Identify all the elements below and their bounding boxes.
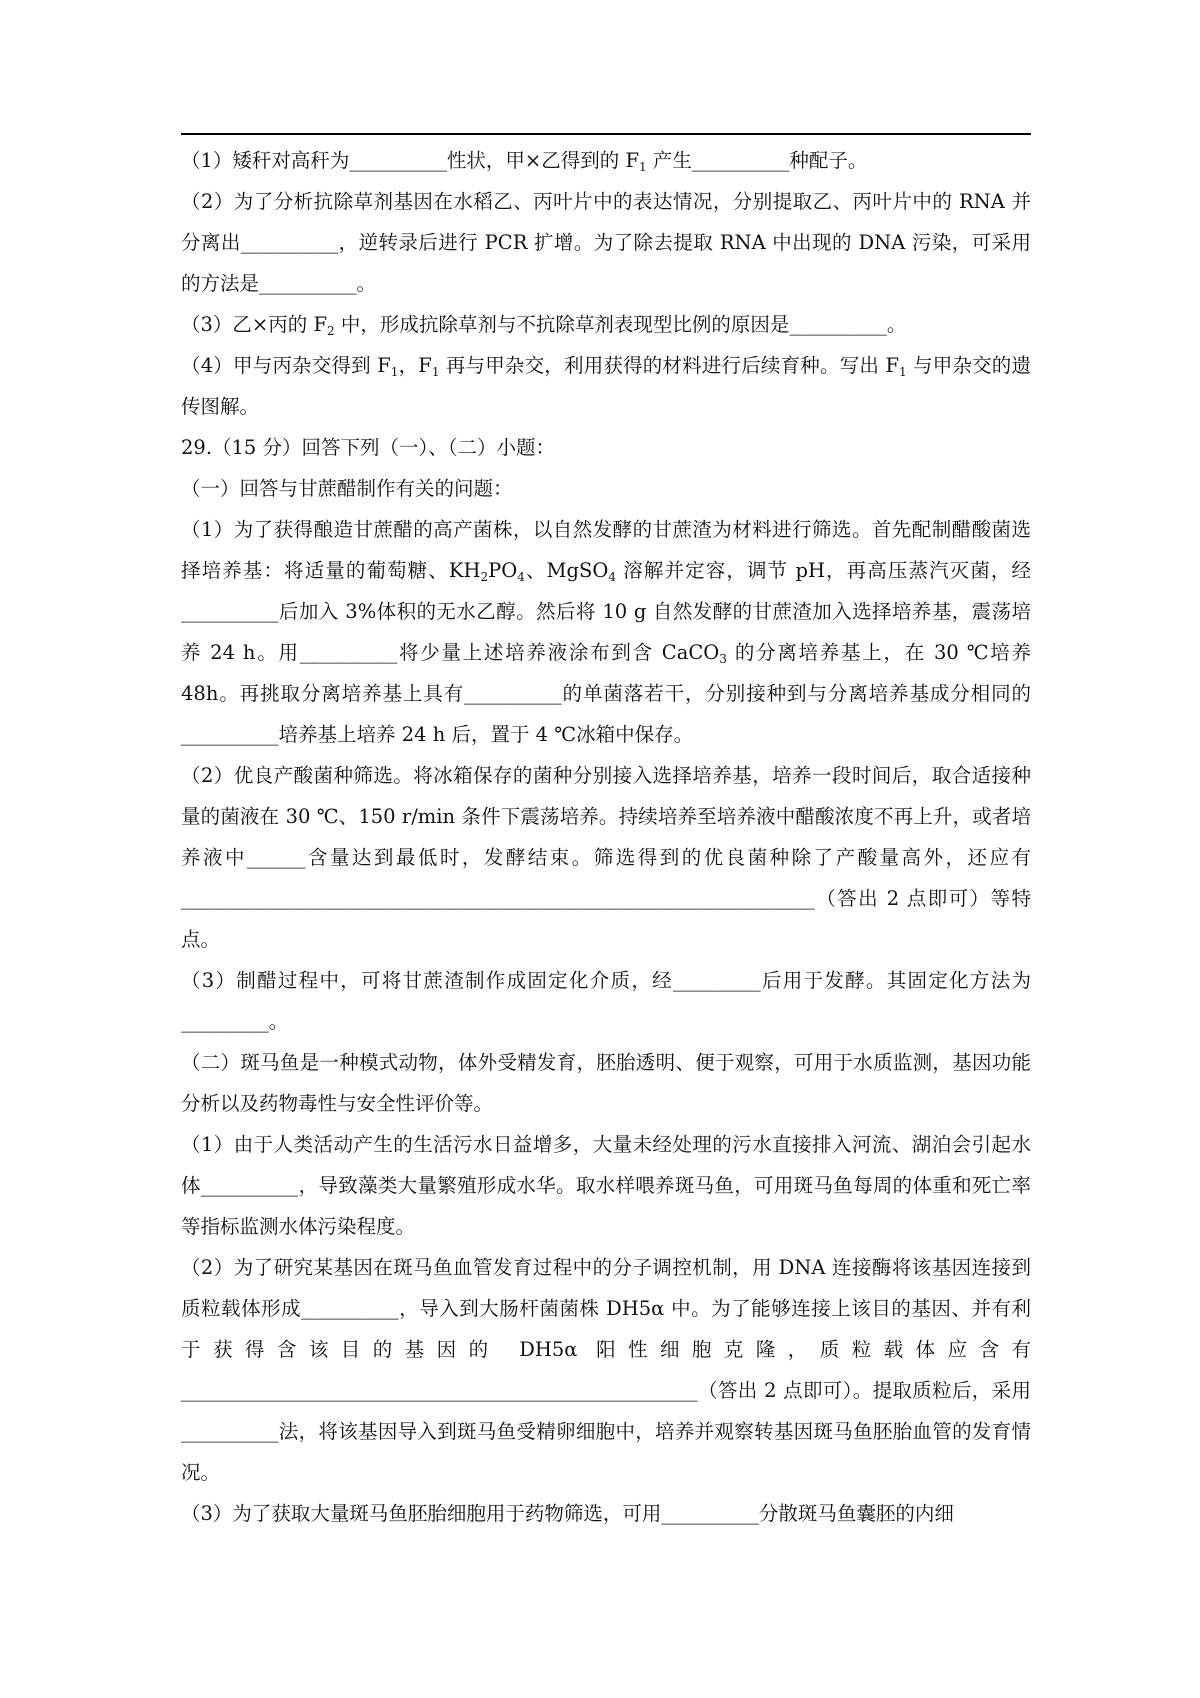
text-segment: PO: [488, 559, 518, 582]
question-content: [181, 140, 1031, 1534]
text-segment: （二）斑马鱼是一种模式动物，体外受精发育，胚胎透明、便于观察，可用于水质监测，基因功能分析以及药物毒性与安全性评价等。: [181, 1051, 1031, 1115]
subscript: 4: [517, 570, 525, 584]
text-segment: 溶解并定容，调节 pH，再高压蒸汽灭菌，经__________后加入 3%体积的无水乙醇。然后将 10 g 自然发酵的甘蔗渣加入选择培养基，震荡培养 24 h。用__________将少量上述培养液涂布到含 CaCO: [181, 559, 1032, 664]
paragraph-q29: [181, 427, 1031, 468]
text-segment: （1）矮秆对高秆为__________性状，甲×乙得到的 F: [181, 149, 639, 172]
text-segment: ，F: [398, 354, 432, 377]
text-segment: （2）为了分析抗除草剂基因在水稻乙、丙叶片中的表达情况，分别提取乙、丙叶片中的 RNA 并分离出__________，逆转录后进行 PCR 扩增。为了除去提取 RNA 中出现的 DNA 污染，可采用的方法是__________。: [181, 190, 1031, 295]
paragraph-q3: [181, 304, 1031, 345]
text-segment: 的分离培养基上，在 30 ℃培养 48h。再挑取分离培养基上具有__________的单菌落若干，分别接种到与分离培养基成分相同的__________培养基上培养 24 h 后，置于 4 ℃冰箱中保存。: [181, 641, 1031, 746]
text-segment: （一）回答与甘蔗醋制作有关的问题：: [181, 477, 513, 500]
text-segment: （3）为了获取大量斑马鱼胚胎细胞用于药物筛选，可用__________分散斑马鱼囊胚的内细: [181, 1502, 954, 1525]
text-segment: （3）乙×丙的 F: [181, 313, 327, 336]
paragraph-p2q3: [181, 1493, 1031, 1534]
subscript: 1: [638, 160, 647, 174]
header-rule: [181, 133, 1031, 135]
subscript: 3: [719, 652, 727, 666]
text-segment: （1）为了获得酿造甘蔗醋的高产菌株，以自然发酵的甘蔗渣为材料进行筛选。首先配制醋酸菌选择培养基：将适量的葡萄糖、KH: [181, 518, 1031, 582]
subscript: 1: [390, 365, 399, 379]
paragraph-q4: [181, 345, 1031, 427]
subscript: 2: [326, 324, 335, 338]
text-segment: （2）优良产酸菌种筛选。将冰箱保存的菌种分别接入选择培养基，培养一段时间后，取合适接种量的菌液在 30 ℃、150 r/min 条件下震荡培养。持续培养至培养液中醋酸浓度不再上升，或者培养液中______含量达到最低时，发酵结束。筛选得到的优良菌种除了产酸量高外，还应有_________________________________________________________________（答出 2 点即可）等特点。: [181, 764, 1031, 951]
subscript: 1: [899, 365, 907, 379]
text-segment: 中，形成抗除草剂与不抗除草剂表现型比例的原因是__________。: [334, 313, 907, 336]
text-segment: （3）制醋过程中，可将甘蔗渣制作成固定化介质，经_________后用于发酵。其固定化方法为_________。: [181, 969, 1031, 1033]
text-segment: 29.（15 分）回答下列（一）、（二）小题：: [181, 436, 556, 459]
paragraph-p2: [181, 1042, 1031, 1124]
text-segment: 再与甲杂交，利用获得的材料进行后续育种。写出 F: [439, 354, 899, 377]
subscript: 1: [431, 365, 440, 379]
paragraph-p1q1: [181, 509, 1031, 755]
paragraph-p1q3: [181, 960, 1031, 1042]
paragraph-p2q2: [181, 1247, 1031, 1493]
text-segment: （1）由于人类活动产生的生活污水日益增多，大量未经处理的污水直接排入河流、湖泊会引起水体__________，导致藻类大量繁殖形成水华。取水样喂养斑马鱼，可用斑马鱼每周的体重和死亡率等指标监测水体污染程度。: [181, 1133, 1031, 1238]
text-segment: 、MgSO: [524, 559, 609, 582]
text-segment: （2）为了研究某基因在斑马鱼血管发育过程中的分子调控机制，用 DNA 连接酶将该基因连接到质粒载体形成__________，导入到大肠杆菌菌株 DH5α 中。为了能够连接上该目的基因、并有利于获得含该目的基因的 DH5α 阳性细胞克隆，质粒载体应含有_____________________________________________________（答出 2 点即可）。提取质粒后，采用__________法，将该基因导入到斑马鱼受精卵细胞中，培养并观察转基因斑马鱼胚胎血管的发育情况。: [181, 1256, 1031, 1484]
subscript: 4: [608, 570, 616, 584]
paragraph-q1: [181, 140, 1031, 181]
paragraph-q2: [181, 181, 1031, 304]
paragraph-p1: [181, 468, 1031, 509]
text-segment: 产生__________种配子。: [646, 149, 868, 172]
subscript: 2: [480, 570, 489, 584]
text-segment: 与甲杂交的遗传图解。: [181, 354, 1031, 418]
text-segment: （4）甲与丙杂交得到 F: [181, 354, 391, 377]
paragraph-p1q2: [181, 755, 1031, 960]
paragraph-p2q1: [181, 1124, 1031, 1247]
